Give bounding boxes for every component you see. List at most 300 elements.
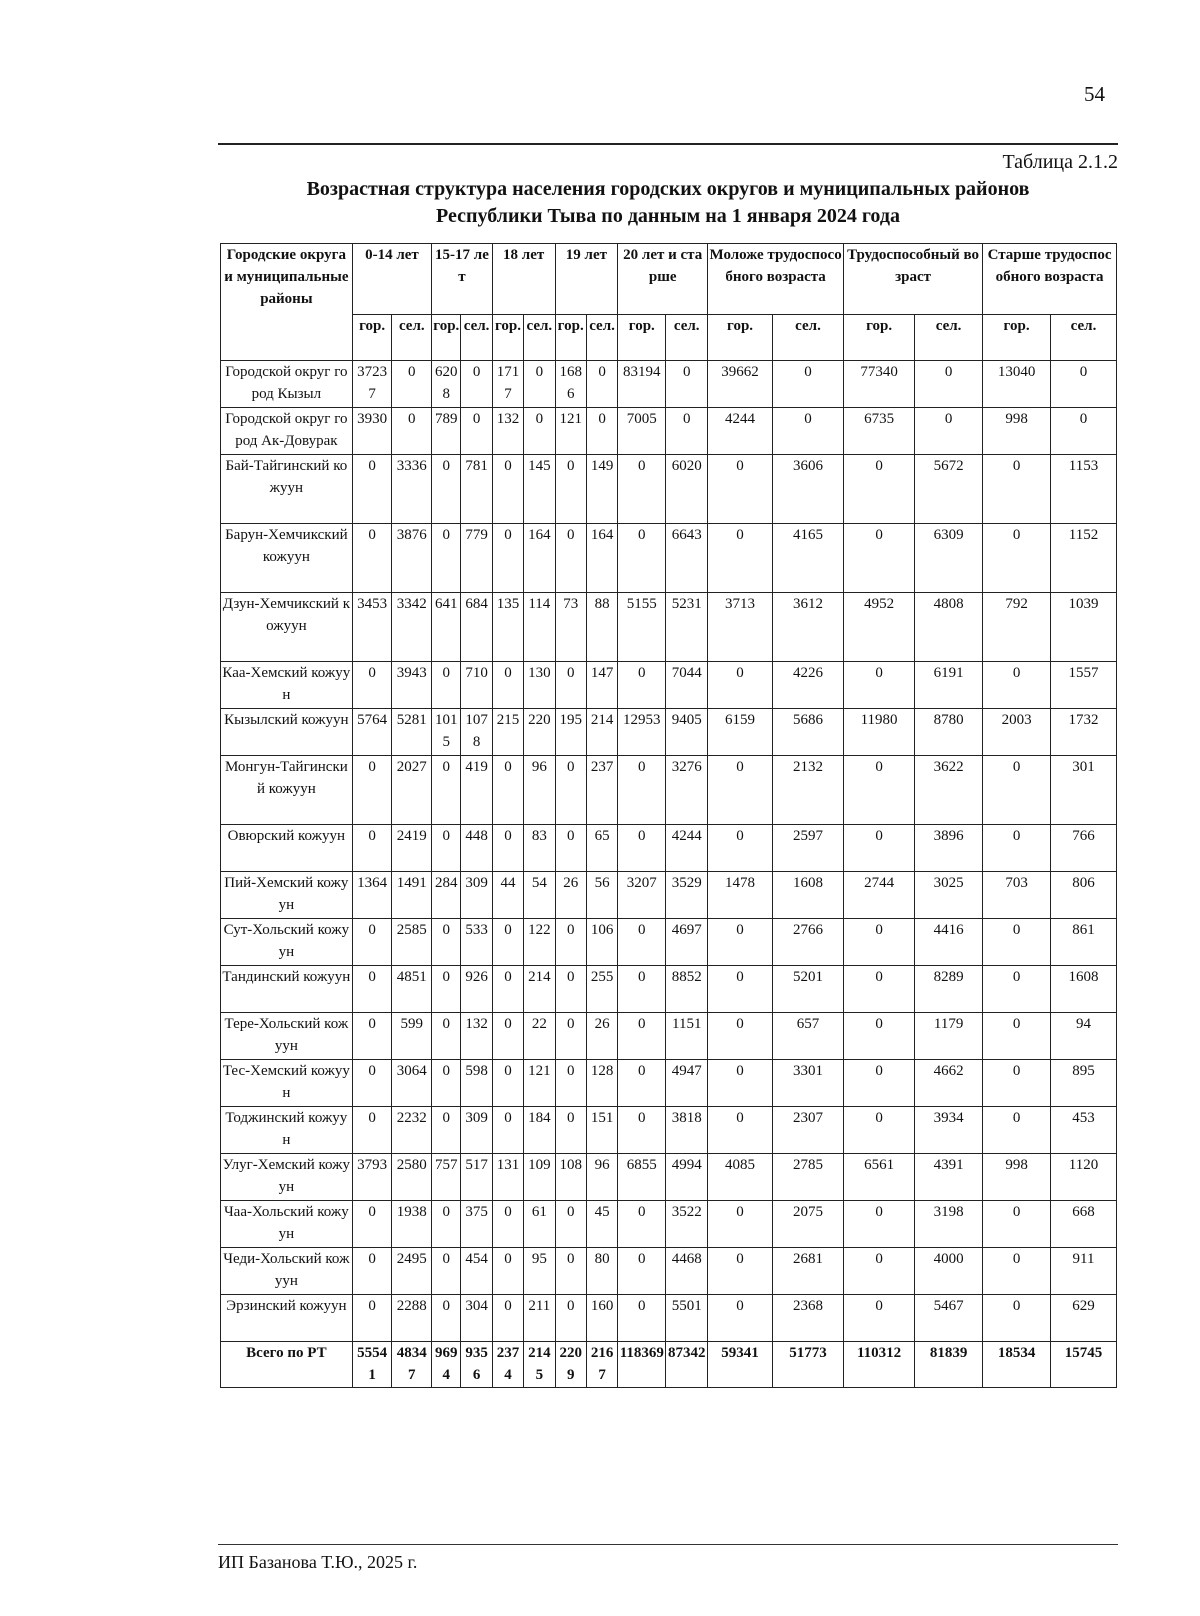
value-cell: 0 <box>492 756 523 825</box>
title-line-1: Возрастная структура населения городских округов и муниципальных районов <box>306 178 1030 200</box>
header-row-groups <box>221 244 1117 315</box>
rural-subheader: сел. <box>524 315 555 361</box>
value-cell: 4244 <box>708 408 773 455</box>
value-cell: 0 <box>555 1295 586 1342</box>
value-cell: 0 <box>983 756 1051 825</box>
value-cell: 3198 <box>915 1201 983 1248</box>
value-cell: 5686 <box>772 709 843 756</box>
value-cell: 2003 <box>983 709 1051 756</box>
header-rule <box>218 143 1118 145</box>
value-cell: 122 <box>524 919 555 966</box>
value-cell: 45 <box>586 1201 617 1248</box>
value-cell: 3064 <box>392 1060 432 1107</box>
value-cell: 0 <box>432 966 461 1013</box>
district-name: Улуг-Хемский кожуун <box>221 1154 353 1201</box>
table-row <box>221 1060 1117 1107</box>
value-cell: 4085 <box>708 1154 773 1201</box>
value-cell: 1686 <box>555 361 586 408</box>
value-cell: 1608 <box>772 872 843 919</box>
value-cell: 3713 <box>708 593 773 662</box>
value-cell: 668 <box>1051 1201 1117 1248</box>
value-cell: 1152 <box>1051 524 1117 593</box>
value-cell: 7044 <box>666 662 708 709</box>
value-cell: 0 <box>1051 361 1117 408</box>
value-cell: 0 <box>618 524 666 593</box>
value-cell: 135 <box>492 593 523 662</box>
value-cell: 0 <box>915 361 983 408</box>
value-cell: 164 <box>586 524 617 593</box>
district-name: Тандинский кожуун <box>221 966 353 1013</box>
urban-subheader: гор. <box>432 315 461 361</box>
value-cell: 0 <box>708 919 773 966</box>
value-cell: 1015 <box>432 709 461 756</box>
value-cell: 121 <box>555 408 586 455</box>
value-cell: 1039 <box>1051 593 1117 662</box>
value-cell: 5231 <box>666 593 708 662</box>
value-cell: 0 <box>352 662 392 709</box>
value-cell: 998 <box>983 1154 1051 1201</box>
value-cell: 0 <box>555 1201 586 1248</box>
value-cell: 0 <box>492 1201 523 1248</box>
value-cell: 0 <box>461 361 492 408</box>
value-cell: 0 <box>844 966 915 1013</box>
value-cell: 2597 <box>772 825 843 872</box>
value-cell: 0 <box>666 361 708 408</box>
group-header: Моложе трудоспособного возраста <box>708 244 844 315</box>
value-cell: 766 <box>1051 825 1117 872</box>
value-cell: 1179 <box>915 1013 983 1060</box>
value-cell: 128 <box>586 1060 617 1107</box>
value-cell: 0 <box>555 1013 586 1060</box>
value-cell: 83194 <box>618 361 666 408</box>
total-row <box>221 1342 1117 1388</box>
value-cell: 0 <box>666 408 708 455</box>
value-cell: 0 <box>983 825 1051 872</box>
district-name: Городской округ город Кызыл <box>221 361 353 408</box>
value-cell: 3025 <box>915 872 983 919</box>
value-cell: 1491 <box>392 872 432 919</box>
value-cell: 13040 <box>983 361 1051 408</box>
value-cell: 1608 <box>1051 966 1117 1013</box>
urban-subheader: гор. <box>618 315 666 361</box>
value-cell: 0 <box>708 1107 773 1154</box>
value-cell: 0 <box>492 919 523 966</box>
value-cell: 214 <box>524 966 555 1013</box>
total-value-cell: 55541 <box>352 1342 392 1388</box>
value-cell: 0 <box>432 1060 461 1107</box>
value-cell: 0 <box>844 1107 915 1154</box>
table-title <box>218 176 1118 230</box>
value-cell: 4947 <box>666 1060 708 1107</box>
table-label: Таблица 2.1.2 <box>1002 151 1118 173</box>
value-cell: 703 <box>983 872 1051 919</box>
value-cell: 309 <box>461 872 492 919</box>
value-cell: 0 <box>352 1013 392 1060</box>
rural-subheader: сел. <box>392 315 432 361</box>
value-cell: 3342 <box>392 593 432 662</box>
value-cell: 0 <box>492 662 523 709</box>
total-value-cell: 18534 <box>983 1342 1051 1388</box>
value-cell: 4468 <box>666 1248 708 1295</box>
value-cell: 3276 <box>666 756 708 825</box>
value-cell: 95 <box>524 1248 555 1295</box>
value-cell: 0 <box>392 361 432 408</box>
district-name: Эрзинский кожуун <box>221 1295 353 1342</box>
table-row <box>221 1013 1117 1060</box>
value-cell: 0 <box>844 1013 915 1060</box>
value-cell: 0 <box>708 1060 773 1107</box>
value-cell: 0 <box>555 1060 586 1107</box>
value-cell: 0 <box>844 825 915 872</box>
district-name: Пий-Хемский кожуун <box>221 872 353 919</box>
value-cell: 0 <box>352 1248 392 1295</box>
value-cell: 12953 <box>618 709 666 756</box>
value-cell: 1153 <box>1051 455 1117 524</box>
value-cell: 0 <box>844 455 915 524</box>
value-cell: 0 <box>492 524 523 593</box>
urban-subheader: гор. <box>352 315 392 361</box>
district-column-header: Городские округа и муниципальные районы <box>221 244 353 361</box>
value-cell: 2585 <box>392 919 432 966</box>
value-cell: 0 <box>524 361 555 408</box>
value-cell: 0 <box>492 455 523 524</box>
table-row <box>221 1295 1117 1342</box>
total-value-cell: 59341 <box>708 1342 773 1388</box>
value-cell: 0 <box>352 524 392 593</box>
value-cell: 2580 <box>392 1154 432 1201</box>
value-cell: 1078 <box>461 709 492 756</box>
total-value-cell: 9694 <box>432 1342 461 1388</box>
value-cell: 164 <box>524 524 555 593</box>
value-cell: 0 <box>492 1013 523 1060</box>
total-value-cell: 2209 <box>555 1342 586 1388</box>
value-cell: 0 <box>432 756 461 825</box>
value-cell: 0 <box>524 408 555 455</box>
value-cell: 6309 <box>915 524 983 593</box>
value-cell: 0 <box>432 1201 461 1248</box>
district-name: Овюрский кожуун <box>221 825 353 872</box>
value-cell: 1557 <box>1051 662 1117 709</box>
value-cell: 0 <box>708 1248 773 1295</box>
district-name: Тес-Хемский кожуун <box>221 1060 353 1107</box>
total-label: Всего по РТ <box>221 1342 353 1388</box>
value-cell: 6855 <box>618 1154 666 1201</box>
value-cell: 926 <box>461 966 492 1013</box>
value-cell: 0 <box>492 825 523 872</box>
value-cell: 6561 <box>844 1154 915 1201</box>
district-name: Кызылский кожуун <box>221 709 353 756</box>
value-cell: 3612 <box>772 593 843 662</box>
value-cell: 0 <box>618 919 666 966</box>
value-cell: 517 <box>461 1154 492 1201</box>
table-row <box>221 709 1117 756</box>
value-cell: 1151 <box>666 1013 708 1060</box>
total-value-cell: 48347 <box>392 1342 432 1388</box>
value-cell: 0 <box>983 1248 1051 1295</box>
value-cell: 0 <box>708 825 773 872</box>
value-cell: 757 <box>432 1154 461 1201</box>
value-cell: 4244 <box>666 825 708 872</box>
urban-subheader: гор. <box>708 315 773 361</box>
value-cell: 4697 <box>666 919 708 966</box>
value-cell: 0 <box>555 455 586 524</box>
value-cell: 0 <box>461 408 492 455</box>
value-cell: 61 <box>524 1201 555 1248</box>
value-cell: 0 <box>432 662 461 709</box>
group-header: Трудоспособный возраст <box>844 244 983 315</box>
value-cell: 132 <box>461 1013 492 1060</box>
value-cell: 147 <box>586 662 617 709</box>
table-row <box>221 966 1117 1013</box>
table-row <box>221 756 1117 825</box>
district-name: Тоджинский кожуун <box>221 1107 353 1154</box>
value-cell: 145 <box>524 455 555 524</box>
district-name: Дзун-Хемчикский кожуун <box>221 593 353 662</box>
urban-subheader: гор. <box>492 315 523 361</box>
value-cell: 0 <box>844 919 915 966</box>
group-header: 0-14 лет <box>352 244 431 315</box>
value-cell: 1732 <box>1051 709 1117 756</box>
value-cell: 0 <box>618 756 666 825</box>
table-row <box>221 1107 1117 1154</box>
value-cell: 2288 <box>392 1295 432 1342</box>
value-cell: 0 <box>352 756 392 825</box>
value-cell: 0 <box>555 966 586 1013</box>
value-cell: 0 <box>618 1295 666 1342</box>
value-cell: 4416 <box>915 919 983 966</box>
value-cell: 44 <box>492 872 523 919</box>
value-cell: 149 <box>586 455 617 524</box>
value-cell: 3529 <box>666 872 708 919</box>
age-structure-table <box>220 243 1117 1388</box>
value-cell: 0 <box>708 756 773 825</box>
value-cell: 121 <box>524 1060 555 1107</box>
value-cell: 11980 <box>844 709 915 756</box>
footer-rule <box>218 1544 1118 1545</box>
value-cell: 0 <box>555 825 586 872</box>
value-cell: 0 <box>618 662 666 709</box>
value-cell: 0 <box>492 1107 523 1154</box>
value-cell: 2785 <box>772 1154 843 1201</box>
value-cell: 419 <box>461 756 492 825</box>
value-cell: 0 <box>844 756 915 825</box>
value-cell: 5281 <box>392 709 432 756</box>
value-cell: 0 <box>555 756 586 825</box>
value-cell: 1938 <box>392 1201 432 1248</box>
table-row <box>221 919 1117 966</box>
value-cell: 792 <box>983 593 1051 662</box>
value-cell: 4808 <box>915 593 983 662</box>
value-cell: 0 <box>586 408 617 455</box>
value-cell: 5155 <box>618 593 666 662</box>
value-cell: 0 <box>844 1295 915 1342</box>
value-cell: 629 <box>1051 1295 1117 1342</box>
value-cell: 0 <box>432 524 461 593</box>
value-cell: 151 <box>586 1107 617 1154</box>
value-cell: 0 <box>708 662 773 709</box>
value-cell: 2075 <box>772 1201 843 1248</box>
value-cell: 39662 <box>708 361 773 408</box>
value-cell: 0 <box>618 825 666 872</box>
value-cell: 88 <box>586 593 617 662</box>
value-cell: 0 <box>772 408 843 455</box>
total-value-cell: 15745 <box>1051 1342 1117 1388</box>
value-cell: 0 <box>915 408 983 455</box>
total-value-cell: 2145 <box>524 1342 555 1388</box>
district-name: Чаа-Хольский кожуун <box>221 1201 353 1248</box>
value-cell: 4851 <box>392 966 432 1013</box>
total-value-cell: 110312 <box>844 1342 915 1388</box>
value-cell: 4662 <box>915 1060 983 1107</box>
value-cell: 0 <box>618 455 666 524</box>
table-row <box>221 1248 1117 1295</box>
value-cell: 0 <box>352 825 392 872</box>
value-cell: 0 <box>352 919 392 966</box>
value-cell: 0 <box>983 1060 1051 1107</box>
value-cell: 3896 <box>915 825 983 872</box>
value-cell: 2307 <box>772 1107 843 1154</box>
value-cell: 5672 <box>915 455 983 524</box>
value-cell: 114 <box>524 593 555 662</box>
value-cell: 3207 <box>618 872 666 919</box>
value-cell: 255 <box>586 966 617 1013</box>
footer-credit: ИП Базанова Т.Ю., 2025 г. <box>218 1552 418 1572</box>
value-cell: 599 <box>392 1013 432 1060</box>
rural-subheader: сел. <box>461 315 492 361</box>
value-cell: 80 <box>586 1248 617 1295</box>
value-cell: 1478 <box>708 872 773 919</box>
district-name: Бай-Тайгинский кожуун <box>221 455 353 524</box>
value-cell: 0 <box>844 1201 915 1248</box>
value-cell: 96 <box>586 1154 617 1201</box>
value-cell: 0 <box>618 1248 666 1295</box>
value-cell: 4391 <box>915 1154 983 1201</box>
value-cell: 0 <box>432 1295 461 1342</box>
table-row <box>221 593 1117 662</box>
value-cell: 0 <box>618 1060 666 1107</box>
value-cell: 3606 <box>772 455 843 524</box>
urban-subheader: гор. <box>844 315 915 361</box>
value-cell: 4165 <box>772 524 843 593</box>
value-cell: 195 <box>555 709 586 756</box>
district-name: Монгун-Тайгинский кожуун <box>221 756 353 825</box>
value-cell: 0 <box>492 1295 523 1342</box>
value-cell: 2027 <box>392 756 432 825</box>
value-cell: 65 <box>586 825 617 872</box>
value-cell: 0 <box>432 1013 461 1060</box>
table-row <box>221 408 1117 455</box>
value-cell: 3336 <box>392 455 432 524</box>
value-cell: 0 <box>492 966 523 1013</box>
value-cell: 132 <box>492 408 523 455</box>
value-cell: 73 <box>555 593 586 662</box>
value-cell: 789 <box>432 408 461 455</box>
value-cell: 0 <box>432 455 461 524</box>
value-cell: 2132 <box>772 756 843 825</box>
value-cell: 2681 <box>772 1248 843 1295</box>
total-value-cell: 81839 <box>915 1342 983 1388</box>
value-cell: 1364 <box>352 872 392 919</box>
value-cell: 304 <box>461 1295 492 1342</box>
value-cell: 211 <box>524 1295 555 1342</box>
value-cell: 26 <box>555 872 586 919</box>
group-header: 15-17 лет <box>432 244 493 315</box>
value-cell: 0 <box>708 455 773 524</box>
district-name: Каа-Хемский кожуун <box>221 662 353 709</box>
value-cell: 237 <box>586 756 617 825</box>
value-cell: 2368 <box>772 1295 843 1342</box>
value-cell: 0 <box>352 1201 392 1248</box>
table-row <box>221 825 1117 872</box>
value-cell: 3818 <box>666 1107 708 1154</box>
value-cell: 0 <box>432 1107 461 1154</box>
value-cell: 453 <box>1051 1107 1117 1154</box>
table-row <box>221 872 1117 919</box>
value-cell: 0 <box>352 1295 392 1342</box>
value-cell: 309 <box>461 1107 492 1154</box>
value-cell: 108 <box>555 1154 586 1201</box>
value-cell: 0 <box>708 1295 773 1342</box>
value-cell: 0 <box>983 1295 1051 1342</box>
value-cell: 781 <box>461 455 492 524</box>
total-value-cell: 2374 <box>492 1342 523 1388</box>
value-cell: 710 <box>461 662 492 709</box>
group-header: 18 лет <box>492 244 555 315</box>
value-cell: 6735 <box>844 408 915 455</box>
value-cell: 77340 <box>844 361 915 408</box>
value-cell: 0 <box>983 455 1051 524</box>
value-cell: 4226 <box>772 662 843 709</box>
title-line-2: Республики Тыва по данным на 1 января 2024 года <box>436 205 900 227</box>
value-cell: 779 <box>461 524 492 593</box>
rural-subheader: сел. <box>586 315 617 361</box>
value-cell: 684 <box>461 593 492 662</box>
value-cell: 0 <box>983 662 1051 709</box>
value-cell: 5467 <box>915 1295 983 1342</box>
value-cell: 54 <box>524 872 555 919</box>
value-cell: 6020 <box>666 455 708 524</box>
value-cell: 2766 <box>772 919 843 966</box>
value-cell: 83 <box>524 825 555 872</box>
value-cell: 641 <box>432 593 461 662</box>
value-cell: 911 <box>1051 1248 1117 1295</box>
value-cell: 37237 <box>352 361 392 408</box>
value-cell: 4000 <box>915 1248 983 1295</box>
value-cell: 0 <box>708 1013 773 1060</box>
value-cell: 0 <box>618 966 666 1013</box>
value-cell: 533 <box>461 919 492 966</box>
value-cell: 6191 <box>915 662 983 709</box>
value-cell: 0 <box>983 966 1051 1013</box>
table-body <box>221 361 1117 1388</box>
value-cell: 0 <box>432 1248 461 1295</box>
value-cell: 9405 <box>666 709 708 756</box>
value-cell: 0 <box>555 919 586 966</box>
value-cell: 3934 <box>915 1107 983 1154</box>
value-cell: 598 <box>461 1060 492 1107</box>
district-name: Тере-Хольский кожуун <box>221 1013 353 1060</box>
value-cell: 3622 <box>915 756 983 825</box>
value-cell: 0 <box>555 1248 586 1295</box>
value-cell: 0 <box>492 1248 523 1295</box>
table-row <box>221 524 1117 593</box>
value-cell: 6159 <box>708 709 773 756</box>
value-cell: 0 <box>492 1060 523 1107</box>
urban-subheader: гор. <box>555 315 586 361</box>
value-cell: 454 <box>461 1248 492 1295</box>
value-cell: 0 <box>844 1060 915 1107</box>
urban-subheader: гор. <box>983 315 1051 361</box>
